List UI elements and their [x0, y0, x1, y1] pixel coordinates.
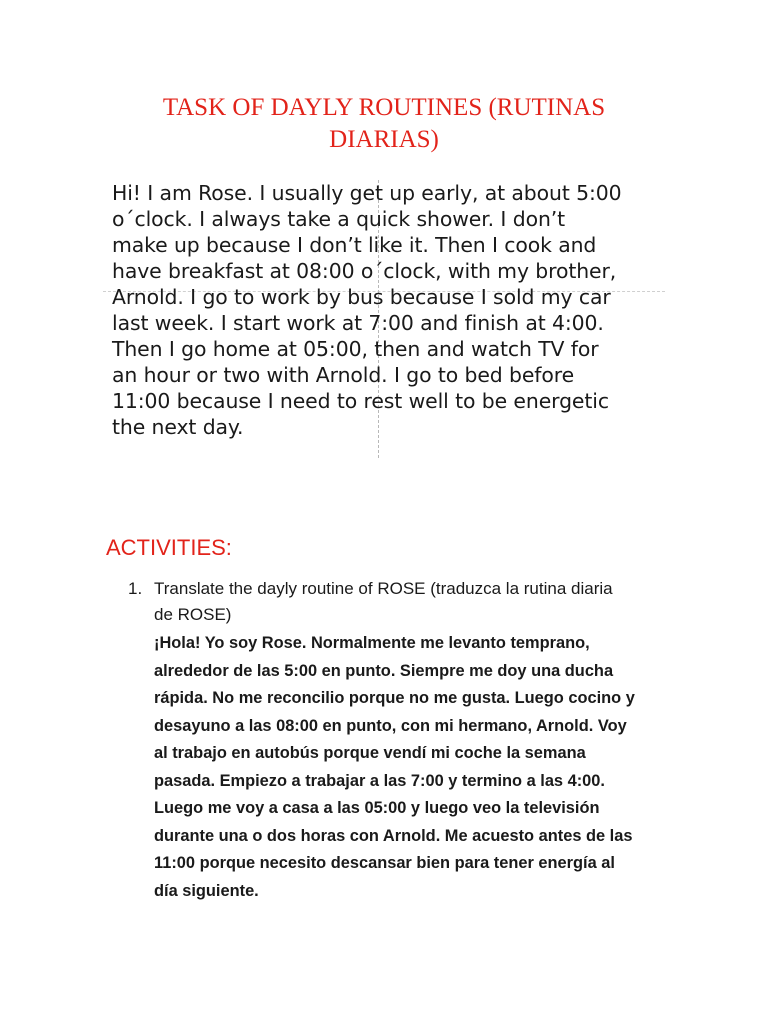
- activity-number: 1.: [128, 579, 143, 598]
- activity-item: [128, 576, 668, 905]
- story-line: 11:00 because I need to rest well to be energetic: [112, 389, 609, 413]
- story-line: the next day.: [112, 415, 244, 439]
- activities-heading: ACTIVITIES:: [106, 535, 232, 560]
- story-line: Hi! I am Rose. I usually get up early, at about 5:00: [112, 181, 622, 205]
- translation-answer: [154, 630, 668, 905]
- story-line: last week. I start work at 7:00 and finish at 4:00.: [112, 311, 604, 335]
- story-line: have breakfast at 08:00 o´clock, with my brother,: [112, 259, 617, 283]
- answer-line: día siguiente.: [154, 881, 259, 900]
- story-line: Then I go home at 05:00, then and watch TV for: [112, 337, 599, 361]
- answer-line: alrededor de las 5:00 en punto. Siempre me doy una ducha: [154, 661, 614, 680]
- answer-line: 11:00 porque necesito descansar bien para tener energía al: [154, 854, 615, 872]
- answer-line: durante una o dos horas con Arnold. Me acuesto antes de las: [154, 826, 633, 845]
- instruction-line: de ROSE): [154, 605, 232, 624]
- title-line: DIARIAS): [329, 126, 439, 153]
- activities-list: [128, 576, 668, 905]
- answer-line: al trabajo en autobús porque vendí mi coche la semana: [154, 744, 586, 762]
- title-line: TASK OF DAYLY ROUTINES (RUTINAS: [162, 94, 606, 121]
- story-line: Arnold. I go to work by bus because I sold my car: [112, 285, 611, 309]
- instruction-line: Translate the dayly routine of ROSE (traduzca la rutina diaria: [154, 579, 613, 598]
- document-title: [110, 92, 658, 156]
- answer-line: pasada. Empiezo a trabajar a las 7:00 y termino a las 4:00.: [154, 771, 605, 790]
- answer-line: Luego me voy a casa a las 05:00 y luego veo la televisión: [154, 799, 600, 817]
- answer-line: desayuno a las 08:00 en punto, con mi hermano, Arnold. Voy: [154, 716, 627, 735]
- activity-instruction: [154, 576, 668, 628]
- story-line: o´clock. I always take a quick shower. I don’t: [112, 207, 566, 231]
- answer-line: rápida. No me reconcilio porque no me gusta. Luego cocino y: [154, 689, 635, 707]
- story-image: [112, 180, 668, 440]
- story-paragraph: [112, 180, 668, 440]
- story-line: make up because I don’t like it. Then I cook and: [112, 233, 597, 257]
- story-line: an hour or two with Arnold. I go to bed before: [112, 363, 575, 387]
- answer-line: ¡Hola! Yo soy Rose. Normalmente me levanto temprano,: [154, 634, 590, 652]
